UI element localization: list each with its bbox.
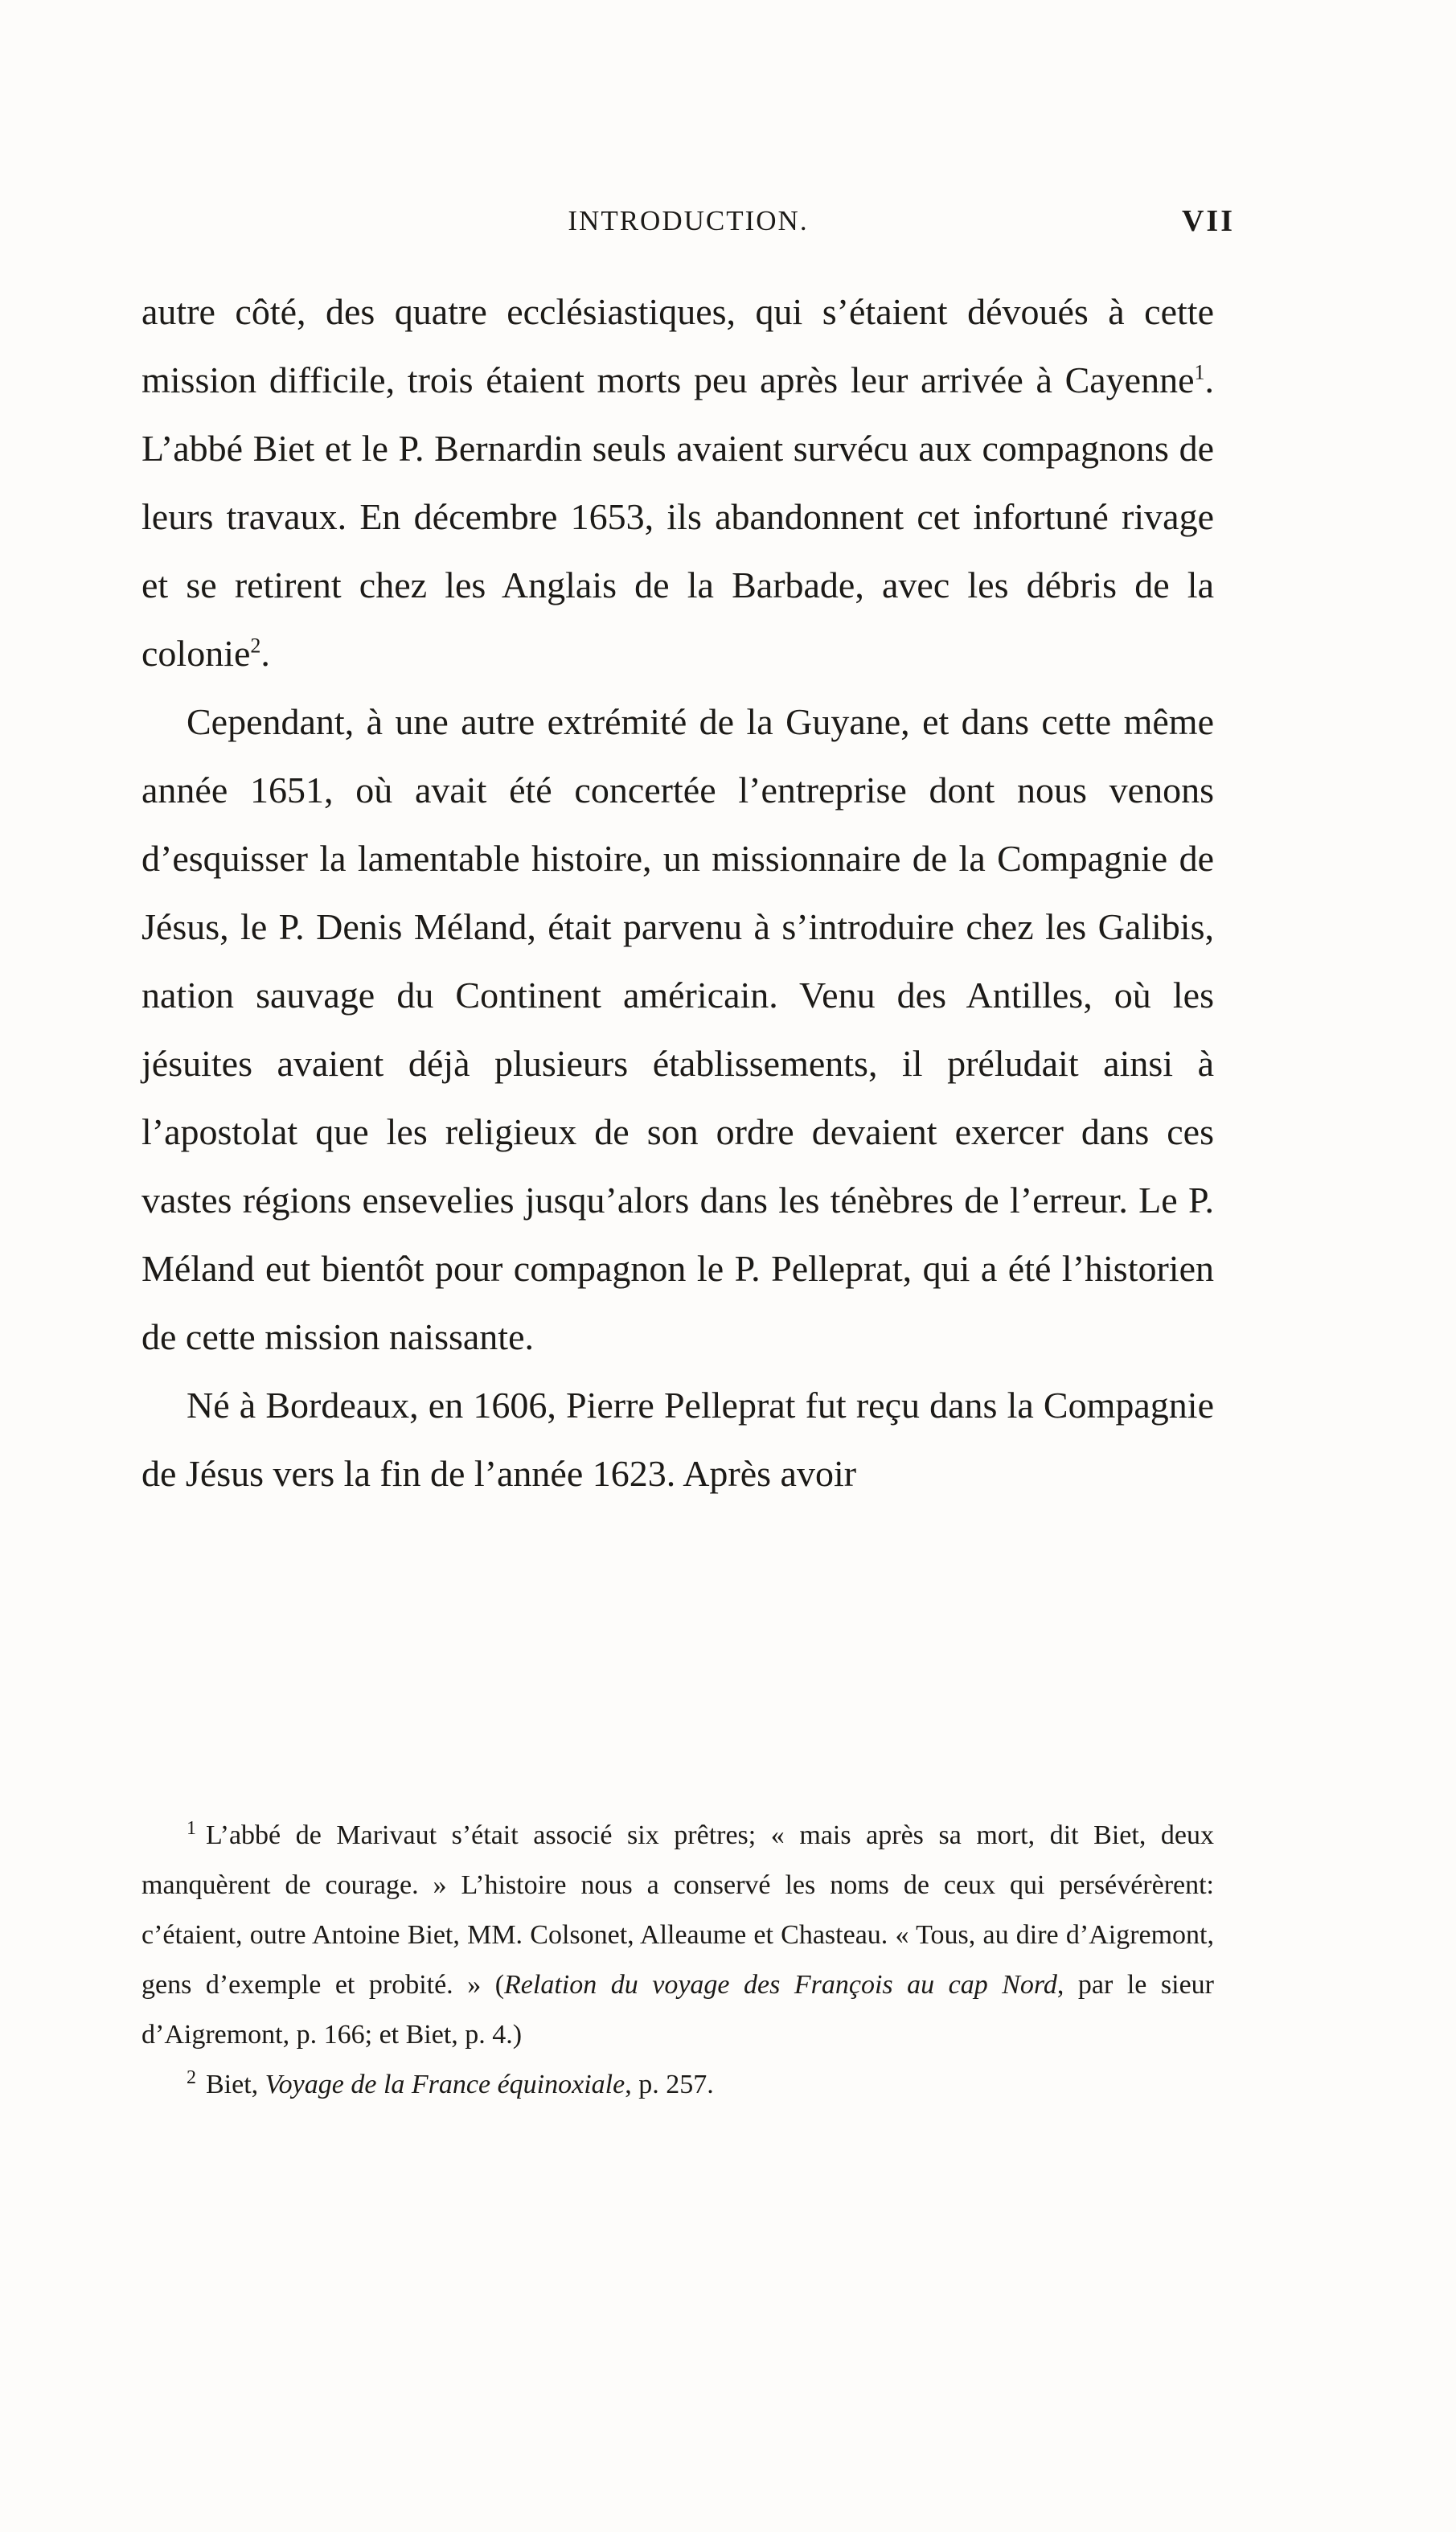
- paragraph-1: [141, 277, 1214, 687]
- paragraph-1-text: autre côté, des quatre ecclésiastiques, qui s’étaient dévoués à cette mission difficile, trois étaient morts peu après leur arrivée à Cayenne: [141, 291, 1214, 400]
- footnote-1-title: Relation du voyage des François au cap Nord: [504, 1970, 1057, 2000]
- footnote-ref-1: 1: [1194, 360, 1205, 384]
- footnote-2-title: Voyage de la France équinoxiale: [265, 2070, 625, 2099]
- footnote-1-mark: 1: [187, 1817, 196, 1839]
- running-title: INTRODUCTION.: [568, 205, 809, 236]
- footnote-2-text-end: , p. 257.: [625, 2070, 714, 2099]
- footnote-1: [141, 1811, 1214, 2060]
- footnote-2: [141, 2060, 1214, 2110]
- footnote-1-text-end: , par le sieur d’Aigremont, p. 166; et Biet, p. 4.): [141, 1970, 1214, 2050]
- paragraph-2: Cependant, à une autre extrémité de la Guyane, et dans cette même année 1651, où avait été concertée l’entreprise dont nous venons d’esquisser la lamentable histoire, un missionnaire de la Compagnie de Jésus, le P. Denis Méland, était parvenu à s’introduire chez les Galibis, nation sauvage du Continent américain. Venu des Antilles, où les jésuites avaient déjà plusieurs établissements, il préludait ainsi à l’apostolat que les religieux de son ordre devaient exercer dans ces vastes régions ensevelies jusqu’alors dans les ténèbres de l’erreur. Le P. Méland eut bientôt pour compagnon le P. Pelleprat, qui a été l’historien de cette mission naissante.: [141, 701, 1214, 1357]
- footnotes: [141, 1811, 1214, 2110]
- footnote-1-text: L’abbé de Marivaut s’était associé six prêtres; « mais après sa mort, dit Biet, deux manquèrent de courage. » L’histoire nous a conservé les noms de ceux qui persévérèrent: c’étaient, outre Antoine Biet, MM. Colsonet, Alleaume et Chasteau. « Tous, au dire d’Aigremont, gens d’exemple et probité. » (: [141, 1820, 1214, 2000]
- footnote-ref-2: 2: [250, 634, 261, 658]
- page-header: [141, 197, 1235, 245]
- paragraph-1-end: .: [260, 633, 270, 674]
- paragraph-1-text-continued: . L’abbé Biet et le P. Bernardin seuls avaient survécu aux compagnons de leurs travaux. En décembre 1653, ils abandonnent cet infortuné rivage et se retirent chez les Anglais de la Barbade, avec les débris de la colonie: [141, 359, 1214, 674]
- footnote-2-mark: 2: [187, 2066, 196, 2088]
- page-number: VII: [1181, 204, 1235, 238]
- main-text: [141, 277, 1214, 1508]
- footnote-2-text: Biet,: [206, 2070, 265, 2099]
- paragraph-3: Né à Bordeaux, en 1606, Pierre Pelleprat fut reçu dans la Compagnie de Jésus vers la fin de l’année 1623. Après avoir: [141, 1385, 1214, 1494]
